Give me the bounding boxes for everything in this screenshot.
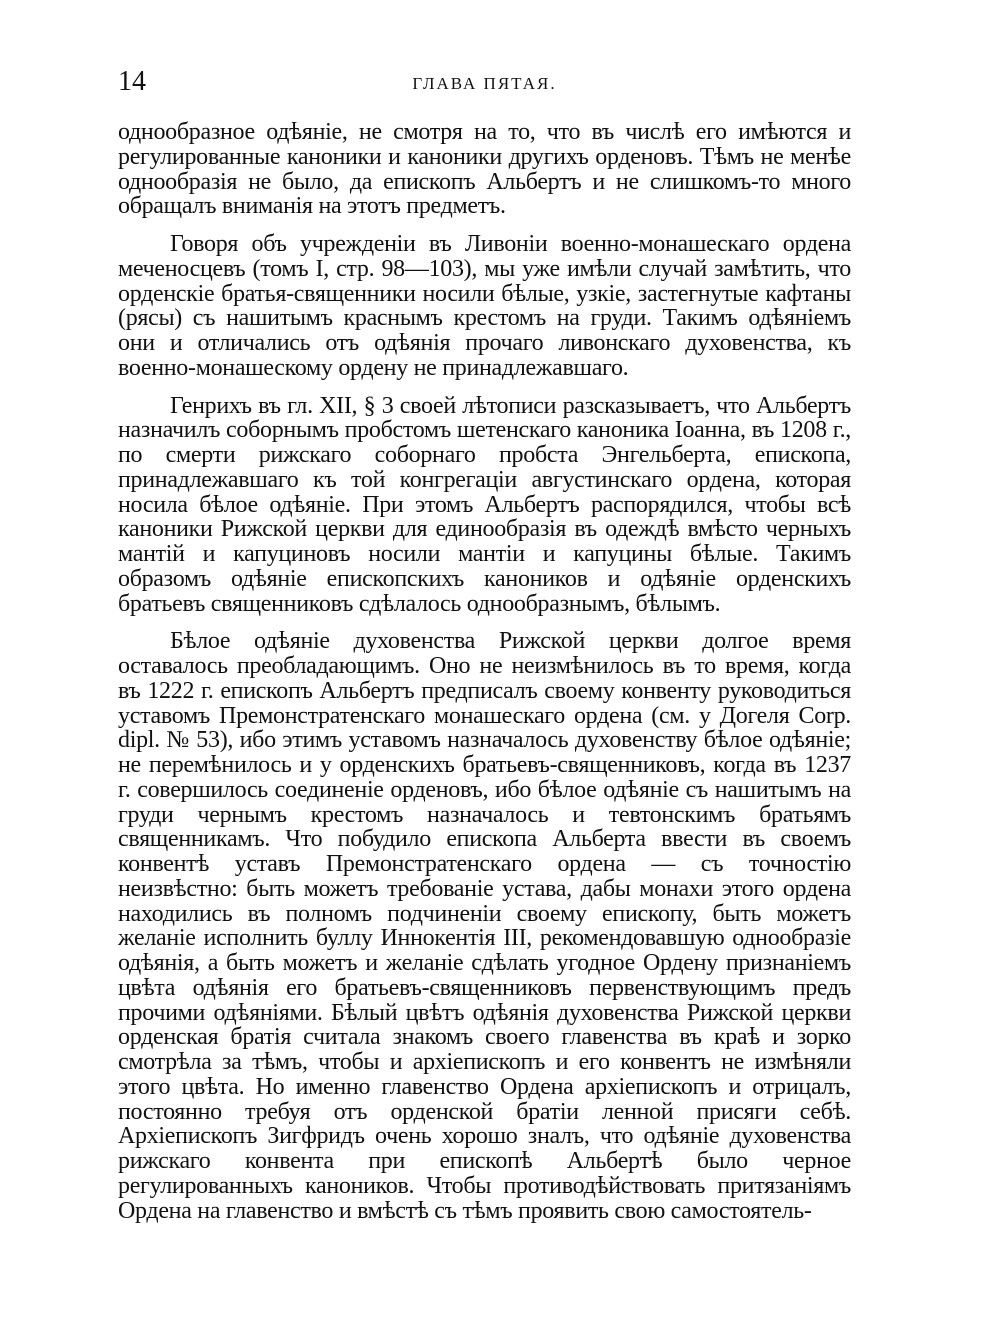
page-number: 14 [118,66,146,97]
body-text [118,120,851,1223]
paragraph-continuation: однообразное одѣяніе, не смотря на то, что въ числѣ его имѣются и регулированные каноники и каноники другихъ орденовъ. Тѣмъ не менѣе однообразія не было, да епископъ Альбертъ и не слишкомъ-то много обращалъ вниманія на этотъ предметъ. [118,119,851,220]
paragraph-henry-chronicle: Генрихъ въ гл. XII, § 3 своей лѣтописи разсказываетъ, что Альбертъ назначилъ соборнымъ пробстомъ шетенскаго каноника Іоанна, въ 1208 г., по смерти рижскаго соборнаго пробста Энгельберта, епископа, принадлежавшаго къ той конгрегаціи августинскаго ордена, которая носила бѣлое одѣяніе. При этомъ Альбертъ распорядился, чтобы всѣ каноники Рижской церкви для единообразія въ одеждѣ вмѣсто черныхъ мантій и капуциновъ носили мантіи и капуцины бѣлые. Такимъ образомъ одѣяніе епископскихъ каноников и одѣяніе орденскихъ братьевъ священниковъ сдѣлалось однообразнымъ, бѣлымъ. [118,392,851,617]
paragraph-white-vestments: Бѣлое одѣяніе духовенства Рижской церкви долгое время оставалось преобладающимъ. Оно не неизмѣнилось въ то время, когда въ 1222 г. епископъ Альбертъ предписалъ своему конвенту руководиться уставомъ Премонстратенскаго монашескаго ордена (см. у Догеля Corp. dipl. № 53), ибо этимъ уставомъ назначалось духовенству бѣлое одѣяніе; не перемѣнилось и у орденскихъ братьевъ-священниковъ, когда въ 1237 г. совершилось соединеніе орденовъ, ибо бѣлое одѣяніе съ нашитымъ на груди чернымъ крестомъ назначалось и тевтонскимъ братьямъ священникамъ. Что побудило епископа Альберта ввести въ своемъ конвентѣ уставъ Премонстратенскаго ордена — съ точностію неизвѣстно: быть можетъ требованіе устава, дабы монахи этого ордена находились въ полномъ подчиненіи своему епископу, быть можетъ желаніе исполнить буллу Иннокентія III, рекомендовавшую однообразіе одѣянія, а быть можетъ и желаніе сдѣлать угодное Ордену признаніемъ цвѣта одѣянія его братьевъ-священниковъ первенствующимъ предъ прочими одѣяніями. Бѣлый цвѣтъ одѣянія духовенства Рижской церкви орденская братія считала знакомъ своего главенства въ краѣ и зорко смотрѣла за тѣмъ, чтобы и архіепископъ и его конвентъ не измѣняли этого цвѣта. Но именно главенство Ордена архіепископъ и отрицалъ, постоянно требуя отъ орденской братіи ленной присяги себѣ. Архіепископъ Зигфридъ очень хорошо зналъ, что одѣяніе духовенства рижскаго конвента при епископѣ Альбертѣ было черное регулированныхъ каноников. Чтобы противодѣйствовать притязаніямъ Ордена на главенство и вмѣстѣ съ тѣмъ проявить свою самостоятель- [118,628,851,1224]
paragraph-livonia-order: Говоря объ учрежденіи въ Ливоніи военно-монашескаго ордена меченосцевъ (томъ I, стр. 98—103), мы уже имѣли случай замѣтить, что орденскіе братья-священники носили бѣлые, узкіе, застегнутые кафтаны (рясы) съ нашитымъ краснымъ крестомъ на груди. Такимъ одѣяніемъ они и отличались отъ одѣянія прочаго ливонскаго духовенства, къ военно-монашескому ордену не принадлежавшаго. [118,231,851,381]
page-header [118,66,851,102]
running-title: ГЛАВА ПЯТАЯ. [412,74,557,93]
